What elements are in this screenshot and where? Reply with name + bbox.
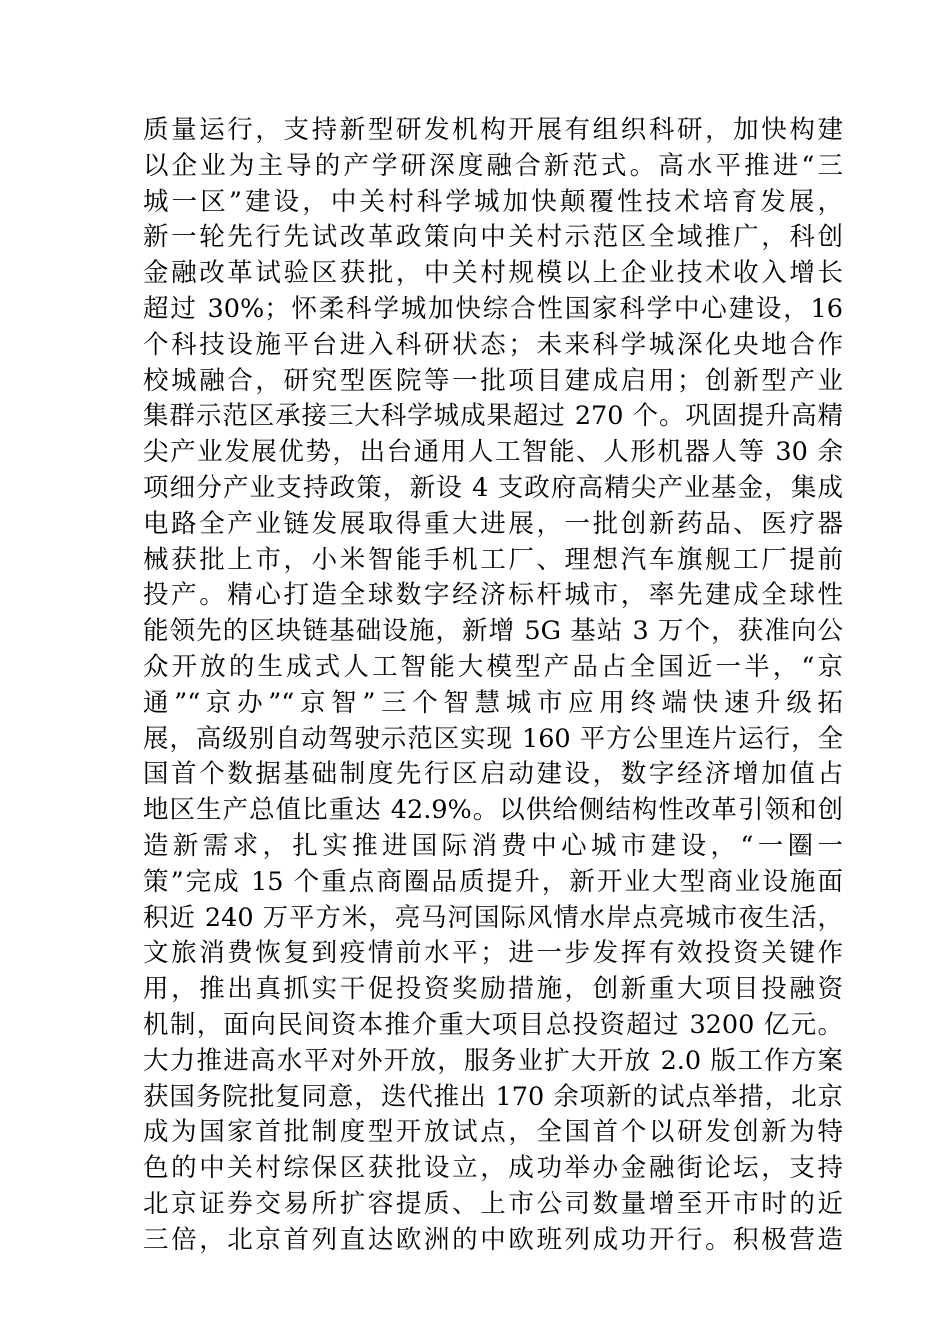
- text-line: 校城融合，研究型医院等一批项目建成启用；创新型产业: [143, 365, 843, 396]
- text-line: 展，高级别自动驾驶示范区实现 160 平方公里连片运行，全: [143, 723, 843, 754]
- text-line: 机制，面向民间资本推介重大项目总投资超过 3200 亿元。: [143, 1009, 843, 1040]
- text-line: 新一轮先行先试改革政策向中关村示范区全域推广，科创: [143, 222, 843, 253]
- text-line: 尖产业发展优势，出台通用人工智能、人形机器人等 30 余: [143, 437, 843, 468]
- text-line: 城一区”建设，中关村科学城加快颠覆性技术培育发展，: [143, 186, 843, 217]
- text-line: 国首个数据基础制度先行区启动建设，数字经济增加值占: [143, 759, 843, 790]
- text-line: 色的中关村综保区获批设立，成功举办金融街论坛，支持: [143, 1153, 843, 1184]
- body-paragraph: [143, 113, 843, 1259]
- text-line: 积近 240 万平方米，亮马河国际风情水岸点亮城市夜生活，: [143, 902, 843, 933]
- text-line: 北京证券交易所扩容提质、上市公司数量增至开市时的近: [143, 1188, 843, 1219]
- text-line: 众开放的生成式人工智能大模型产品占全国近一半，“京: [143, 651, 843, 682]
- text-line: 金融改革试验区获批，中关村规模以上企业技术收入增长: [143, 258, 843, 289]
- text-line: 大力推进高水平对外开放，服务业扩大开放 2.0 版工作方案: [143, 1045, 843, 1076]
- text-line: 文旅消费恢复到疫情前水平；进一步发挥有效投资关键作: [143, 938, 843, 969]
- text-line: 获国务院批复同意，迭代推出 170 余项新的试点举措，北京: [143, 1081, 843, 1112]
- text-line: 成为国家首批制度型开放试点，全国首个以研发创新为特: [143, 1117, 843, 1148]
- text-line: 造新需求，扎实推进国际消费中心城市建设，“一圈一: [143, 830, 843, 861]
- text-line: 电路全产业链发展取得重大进展，一批创新药品、医疗器: [143, 508, 843, 539]
- text-line: 以企业为主导的产学研深度融合新范式。高水平推进“三: [143, 150, 843, 181]
- text-line: 通”“京办”“京智”三个智慧城市应用终端快速升级拓: [143, 687, 843, 718]
- text-line: 策”完成 15 个重点商圈品质提升，新开业大型商业设施面: [143, 866, 843, 897]
- text-line: 集群示范区承接三大科学城成果超过 270 个。巩固提升高精: [143, 401, 843, 432]
- text-line: 个科技设施平台进入科研状态；未来科学城深化央地合作: [143, 329, 843, 360]
- text-line: 用，推出真抓实干促投资奖励措施，创新重大项目投融资: [143, 974, 843, 1005]
- text-line: 能领先的区块链基础设施，新增 5G 基站 3 万个，获准向公: [143, 616, 843, 647]
- text-line: 超过 30%；怀柔科学城加快综合性国家科学中心建设，16: [143, 293, 843, 324]
- text-line: 地区生产总值比重达 42.9%。以供给侧结构性改革引领和创: [143, 795, 843, 826]
- text-line: 械获批上市，小米智能手机工厂、理想汽车旗舰工厂提前: [143, 544, 843, 575]
- text-line: 投产。精心打造全球数字经济标杆城市，率先建成全球性: [143, 580, 843, 611]
- text-line: 项细分产业支持政策，新设 4 支政府高精尖产业基金，集成: [143, 472, 843, 503]
- text-line: 质量运行，支持新型研发机构开展有组织科研，加快构建: [143, 115, 843, 145]
- text-line: 三倍，北京首列直达欧洲的中欧班列成功开行。积极营造: [143, 1224, 843, 1255]
